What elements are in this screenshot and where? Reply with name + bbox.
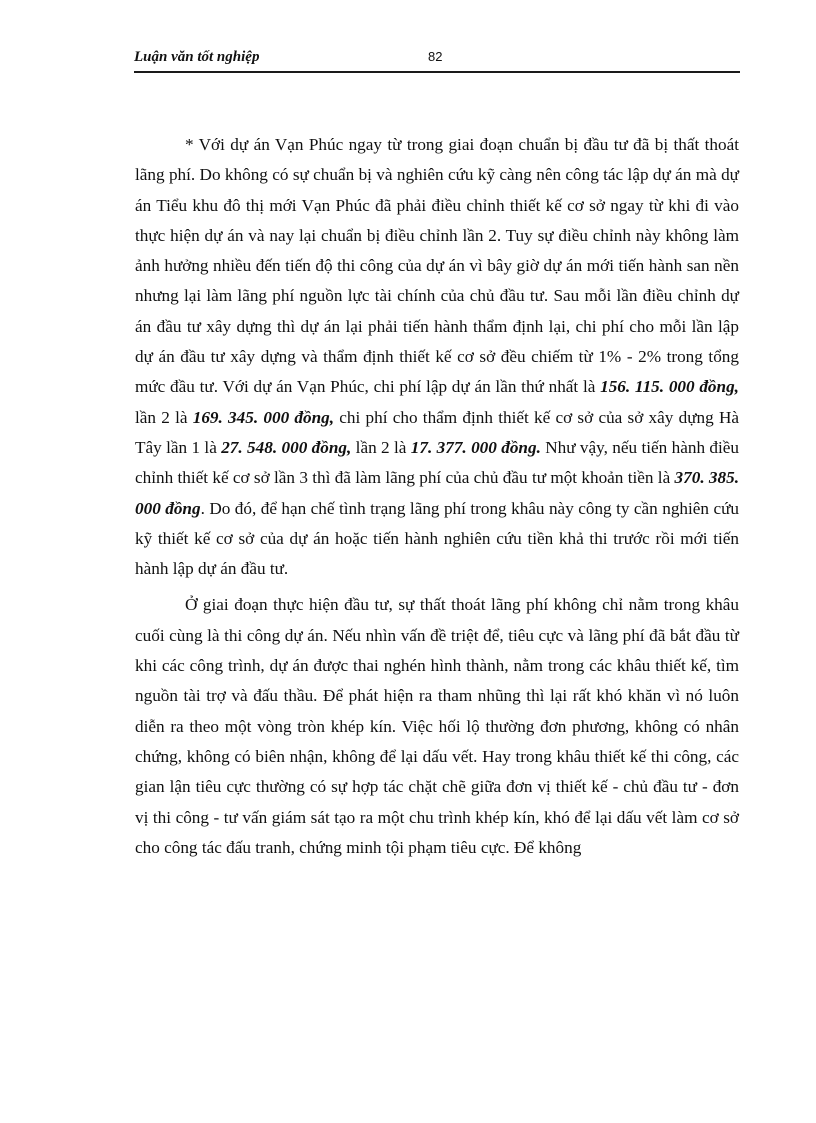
paragraph-text: chi phí cho thẩm định thiết kế cơ sở của sở xây dựng Hà Tây lần 1 là <box>135 407 739 457</box>
cost-value: 27. 548. 000 đồng, <box>221 437 352 457</box>
cost-value: 156. 115. 000 đồng, <box>600 377 739 397</box>
paragraph-implementation: Ở giai đoạn thực hiện đầu tư, sự thất thoát lãng phí không chỉ nằm trong khâu cuối cùng là thi công dự án. Nếu nhìn vấn đề triệt để, tiêu cực và lãng phí đã bắt đầu từ khi các công trình, dự án được thai nghén hình thành, nằm trong các khâu thiết kế, tìm nguồn tài trợ và đấu thầu. Để phát hiện ra tham nhũng thì lại rất khó khăn vì nó luôn diễn ra theo một vòng tròn khép kín. Việc hối lộ thường đơn phương, không có nhân chứng, không có biên nhận, không để lại dấu vết. Hay trong khâu thiết kế thi công, các gian lận tiêu cực thường có sự hợp tác chặt chẽ giữa đơn vị thiết kế - chủ đầu tư - đơn vị thi công - tư vấn giám sát tạo ra một chu trình khép kín, khó để lại dấu vết làm cơ sở cho công tác đấu tranh, chứng minh tội phạm tiêu cực. Để không <box>135 595 739 857</box>
paragraph-van-phuc <box>135 130 739 584</box>
paragraph-text: * Với dự án Vạn Phúc ngay từ trong giai đoạn chuẩn bị đầu tư đã bị thất thoát lãng phí. Do không có sự chuẩn bị và nghiên cứu kỹ càng nên công tác lập dự án mà dự án Tiểu khu đô thị mới Vạn Phúc đã phải điều chỉnh thiết kế cơ sở ngay từ khi đi vào thực hiện dự án và nay lại chuẩn bị điều chỉnh lần 2. Tuy sự điều chỉnh này không làm ảnh hưởng nhiều đến tiến độ thi công của dự án vì bây giờ dự án mới tiến hành san nền nhưng lại làm lãng phí nguồn lực tài chính của chủ đầu tư. Sau mỗi lần điều chỉnh dự án đầu tư xây dựng thì dự án lại phải tiến hành thẩm định lại, chi phí cho mỗi lần lập dự án đầu tư xây dựng và thẩm định thiết kế cơ sở đều chiếm từ 1% - 2% trong tổng mức đầu tư. Với dự án Vạn Phúc, chi phí lập dự án lần thứ nhất là <box>135 135 739 397</box>
paragraph-text: Như vậy, nếu tiến hành điều chỉnh thiết kế cơ sở lần 3 thì đã làm lãng phí của chủ đầu tư một khoản tiền là <box>135 437 740 488</box>
cost-value: 370. 385. 000 đồng <box>135 468 740 518</box>
cost-value: 17. 377. 000 đồng. <box>410 437 541 457</box>
header-title: Luận văn tốt nghiệp <box>134 49 260 65</box>
paragraph-text: lần 2 là <box>351 437 411 457</box>
page-header <box>134 47 740 73</box>
paragraph-text: lần 2 là <box>135 407 193 427</box>
cost-value: 169. 345. 000 đồng, <box>192 407 335 427</box>
body-text <box>135 130 739 863</box>
paragraph-text: . Do đó, để hạn chế tình trạng lãng phí trong khâu này công ty cần nghiên cứu kỹ thiết kế cơ sở của dự án hoặc tiến hành nghiên cứu tiền khả thi trước rồi mới tiến hành lập dự án đầu tư. <box>135 498 739 579</box>
page-number: 82 <box>428 49 443 64</box>
